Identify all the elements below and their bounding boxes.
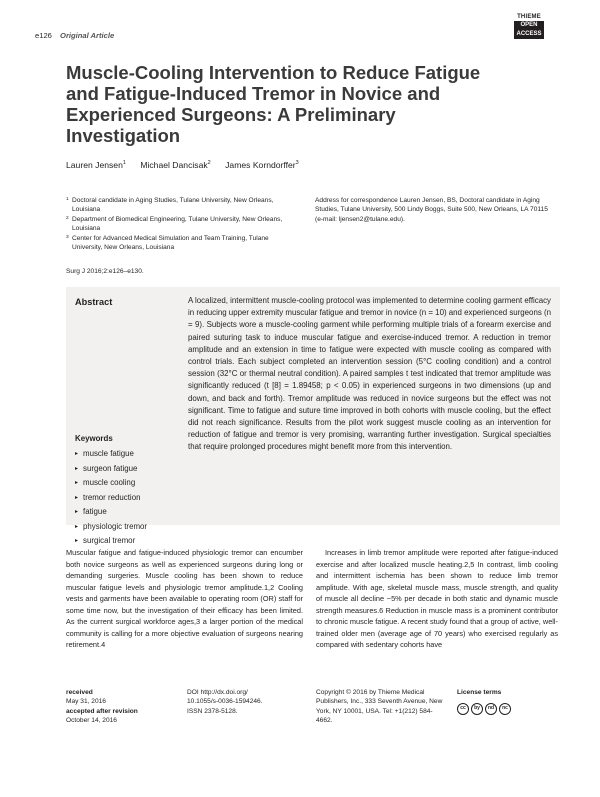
keyword: ▸ muscle fatigue <box>75 447 147 462</box>
doi-link[interactable]: http://dx.doi.org/ <box>200 689 248 696</box>
author: Michael Dancisak$^2$ <box>140 160 211 170</box>
body-column-left: Muscular fatigue and fatigue-induced physiologic tremor can encumber both novice surgeons as well as experienced surgeons during long or demanding surgeries. Muscle cooling has been shown to reduce muscular fatigue levels and physiologic tremor amplitude.1,2 Cooling vests and garments have been available to operating room (OR) staff for some time now, but the investigation of their efficacy has been limited. As the current surgical workforce ages,3 a larger portion of the medical community is calling for a more objective evaluation of surgeons nearing retirement.4 <box>66 548 303 649</box>
author: Lauren Jensen$^1$ <box>66 160 126 170</box>
body-column-right: Increases in limb tremor amplitude were reported after fatigue-induced exercise and after localized muscle heating.2,5 In contrast, limb cooling and intermittent ischemia has been shown to reduce limb tremor amplitude. With age, skeletal muscle mass, muscle strength, and quality of muscle all decline ~5% per decade in both static and dynamic muscle strength measures.6 Reduction in muscle mass is a prominent contributor to chronic muscle fatigue. A recent study found that a group of active, well-trained older men (average age of 70 years) who exercised regularly as compared with sedentary cohorts have <box>316 548 558 649</box>
nd-icon: nd <box>485 703 497 715</box>
cc-icon: cc <box>457 703 469 715</box>
affiliation: 2 Department of Biomedical Engineering, Tulane University, New Orleans, Louisiana <box>66 215 283 233</box>
article-title: Muscle-Cooling Intervention to Reduce Fatigue and Fatigue-Induced Tremor in Novice and Experienced Surgeons: A Preliminary Investigation <box>66 62 481 146</box>
keyword: ▸ muscle cooling <box>75 476 147 491</box>
affiliations <box>66 196 291 252</box>
copyright-notice: Copyright © 2016 by Thieme Medical Publishers, Inc., 333 Seventh Avenue, New York, NY 10001, USA. Tel: +1(212) 584-4662. <box>316 689 443 724</box>
section-label: Original Article <box>60 31 115 40</box>
keyword: ▸ physiologic tremor <box>75 520 147 535</box>
keyword: ▸ fatigue <box>75 505 147 520</box>
nc-icon: nc <box>499 703 511 715</box>
thieme-open-access-logo: THIEME OPEN ACCESS <box>514 14 544 39</box>
affiliation: 1 Doctoral candidate in Aging Studies, Tulane University, New Orleans, Louisiana <box>66 197 274 214</box>
received-dates: received May 31, 2016 accepted after revision October 14, 2016 <box>66 689 138 724</box>
citation: Surg J 2016;2:e126–e130. <box>66 268 144 275</box>
keyword-list <box>75 447 147 549</box>
license-terms: License terms cc by nd nc <box>457 688 557 715</box>
by-icon: by <box>471 703 483 715</box>
keyword: ▸ surgical tremor <box>75 534 147 549</box>
author-list <box>66 160 311 170</box>
doi-block: DOI http://dx.doi.org/ 10.1055/s-0036-1594246. ISSN 2378-5128. <box>187 689 263 715</box>
affiliation: 3 Center for Advanced Medical Simulation and Team Training, Tulane University, New Orleans, Louisiana <box>66 234 269 252</box>
page-number: e126 <box>35 31 52 40</box>
author: James Korndorffer$^3$ <box>225 160 299 170</box>
abstract-text: A localized, intermittent muscle-cooling protocol was implemented to determine cooling garment efficacy in reducing upper extremity muscular fatigue and tremor in novice (n = 10) and experienced surgeons (n = 9). Subjects wore a muscle-cooling garment while performing multiple trials of a forearm exercise and paired suturing task to induce muscular fatigue and exercise-induced tremor. A reduction in tremor amplitude and an extension in time to fatigue were expected with muscle cooling as compared with control trials. Each subject completed an intervention session (5°C cooling condition) and a control session (32°C or thermal neutral condition). A paired samples t test indicated that tremor amplitude was significantly reduced (t [8] = 1.89458; p < 0.05) in experienced surgeons in two dimensions (up and down, and back and forth). Tremor amplitude was reduced in novice surgeons but the effect was not significant. Time to fatigue and suture time improved in both cohorts with muscle cooling, but the effect did not reach significance. Results from the pilot work suggest muscle cooling as an intervention for reduction of fatigue and tremor is very promising, warranting further investigation. Surgical specialties that require prolonged procedures might benefit more from this intervention. <box>188 296 551 452</box>
keyword: ▸ tremor reduction <box>75 491 147 506</box>
abstract-heading: Abstract <box>75 297 113 307</box>
correspondence-address: Address for correspondence Lauren Jensen, BS, Doctoral candidate in Aging Studies, Tulane University, 500 Lindy Boggs, Suite 500, New Orleans, LA 70115 (e-mail: ljensen2@tulane.edu). <box>315 197 548 223</box>
running-header <box>35 31 114 40</box>
keyword: ▸ surgeon fatigue <box>75 462 147 477</box>
license-icons <box>457 703 557 715</box>
keywords-heading: Keywords <box>75 434 113 443</box>
